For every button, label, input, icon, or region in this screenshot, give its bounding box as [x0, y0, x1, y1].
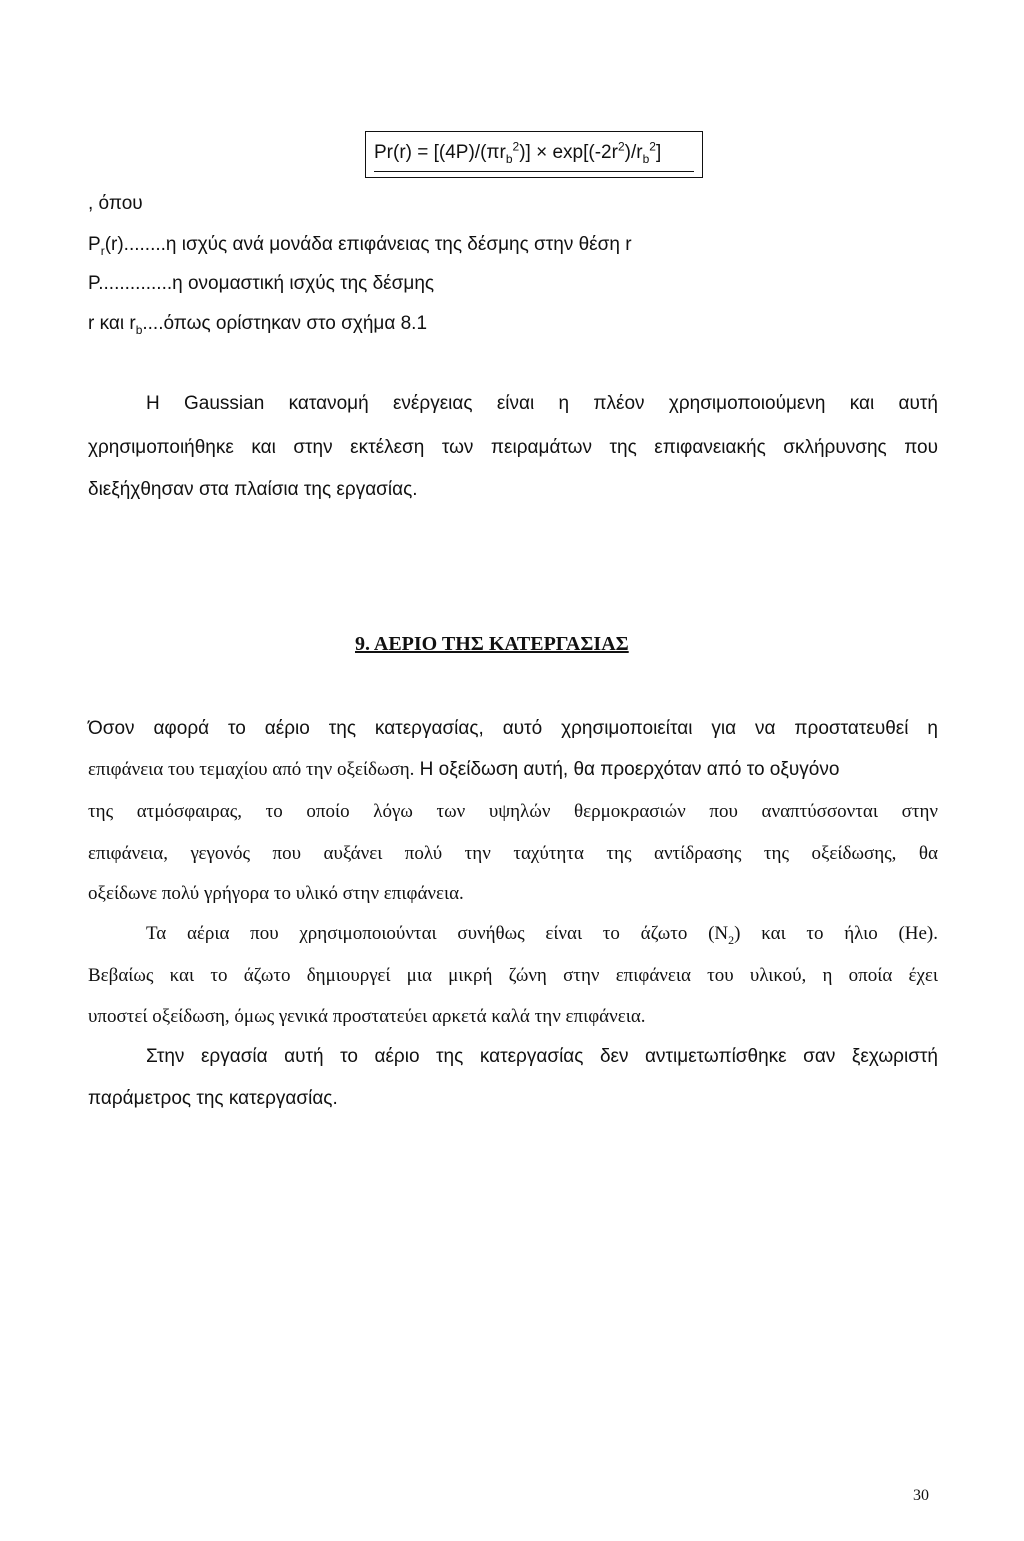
definition-p: P..............η ονομαστική ισχύς της δέσμης	[88, 273, 435, 294]
definition-r-rb: r και $r_b....ό\pi\omega\varsigma$ ορίστηκαν στο σχήμα 8.1	[88, 313, 428, 337]
paragraph2-line4: επιφάνεια, γεγονός που αυξάνει πολύ την ταχύτητα της αντίδρασης της οξείδωσης, θα	[88, 843, 938, 864]
paragraph1-line1: Η Gaussian κατανομή ενέργειας είναι η πλέον χρησιμοποιούμενη και αυτή	[146, 393, 938, 414]
where-label: , όπου	[88, 193, 143, 214]
formula-text: $Pr(r) = [(4P)/(\pi r_b^2)] \times \exp[(-2r^2)/r_b^2]$	[374, 139, 662, 166]
formula-underline	[374, 171, 694, 172]
page-number: 30	[913, 1487, 929, 1504]
paragraph2-line5: οξείδωνε πολύ γρήγορα το υλικό στην επιφάνεια.	[88, 883, 464, 904]
paragraph2-line1: Όσον αφορά το αέριο της κατεργασίας, αυτό χρησιμοποιείται για να προστατευθεί η	[88, 718, 938, 739]
paragraph4-line1: Στην εργασία αυτή το αέριο της κατεργασίας δεν αντιμετωπίσθηκε σαν ξεχωριστή	[146, 1046, 938, 1067]
paragraph2-line3: της ατμόσφαιρας, το οποίο λόγω των υψηλών θερμοκρασιών που αναπτύσσονται στην	[88, 801, 938, 822]
paragraph3-line1: Τα αέρια που χρησιμοποιούνται συνήθως είναι το άζωτο $(N_2)$ και το ήλιο (He).	[146, 923, 939, 947]
paragraph4-line2: παράμετρος της κατεργασίας.	[88, 1088, 338, 1109]
paragraph2-line2: επιφάνεια του τεμαχίου από την οξείδωση. Η οξείδωση αυτή, θα προερχόταν από το οξυγόνο	[88, 759, 840, 780]
paragraph1-line2: χρησιμοποιήθηκε και στην εκτέλεση των πειραμάτων της επιφανειακής σκλήρυνσης που	[88, 437, 938, 458]
section-heading: 9. ΑΕΡΙΟ ΤΗΣ ΚΑΤΕΡΓΑΣΙΑΣ	[355, 633, 629, 655]
paragraph3-line2: Βεβαίως και το άζωτο δημιουργεί μια μικρή ζώνη στην επιφάνεια του υλικού, η οποία έχει	[88, 965, 938, 986]
formula-box	[365, 131, 703, 178]
paragraph1-line3: διεξήχθησαν στα πλαίσια της εργασίας.	[88, 479, 418, 500]
paragraph3-line3: υποστεί οξείδωση, όμως γενικά προστατεύει αρκετά καλά την επιφάνεια.	[88, 1006, 646, 1027]
definition-pr: $P_r(r)........\eta$ ισχύς ανά μονάδα επιφάνειας της δέσμης στην θέση r	[88, 234, 632, 258]
